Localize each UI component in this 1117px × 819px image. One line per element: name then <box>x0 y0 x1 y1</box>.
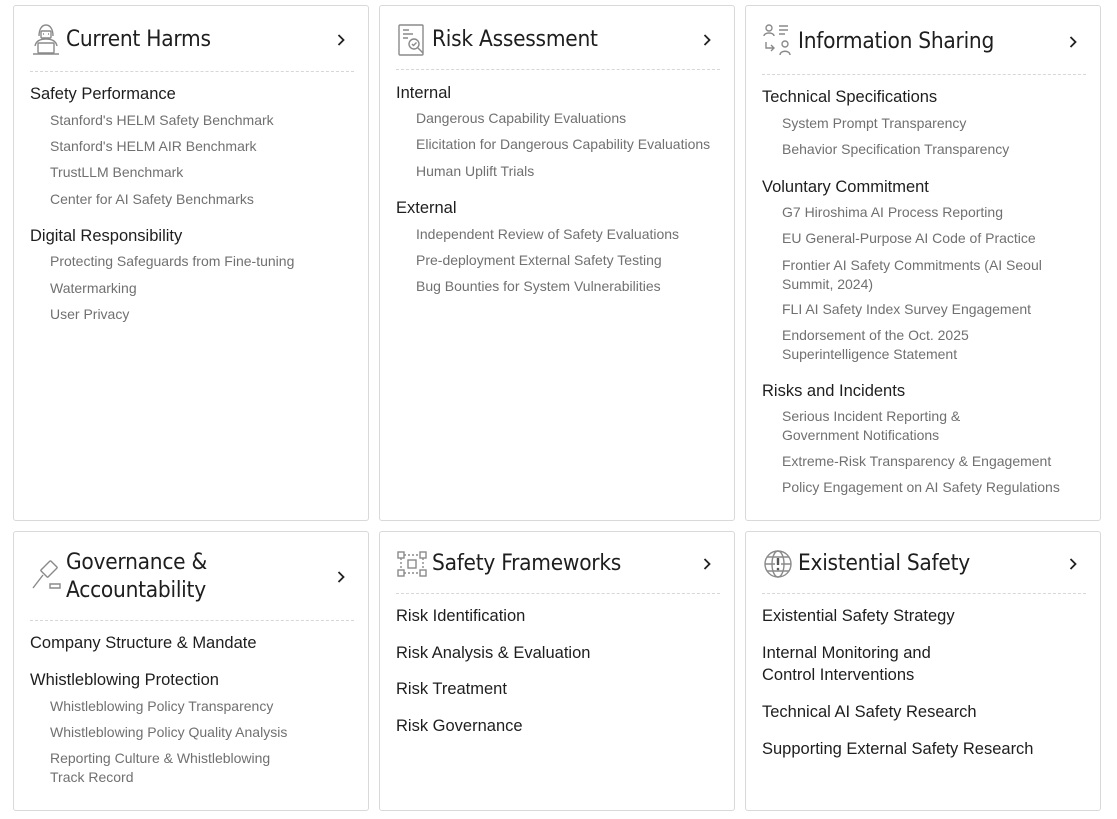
hacker-laptop-icon <box>30 22 62 58</box>
section-risk-governance[interactable]: Risk Governance <box>396 717 523 735</box>
globe-alert-icon <box>762 546 794 582</box>
list-item[interactable]: Stanford's HELM Safety Benchmark <box>50 112 274 128</box>
list-item[interactable]: Reporting Culture & Whistleblowing Track Record <box>50 750 271 785</box>
list-item[interactable]: System Prompt Transparency <box>782 115 967 131</box>
list-item[interactable]: TrustLLM Benchmark <box>50 164 184 180</box>
chevron-right-icon[interactable] <box>1066 35 1080 49</box>
card-header-divider <box>396 69 720 70</box>
card-safety-frameworks <box>379 531 735 811</box>
card-title: Information Sharing <box>798 29 995 54</box>
card-governance-accountability <box>13 531 369 811</box>
section-safety-performance[interactable]: Safety Performance <box>30 85 176 103</box>
list-item[interactable]: Pre-deployment External Safety Testing <box>416 252 662 268</box>
list-item[interactable]: Dangerous Capability Evaluations <box>416 110 627 126</box>
section-risk-identification[interactable]: Risk Identification <box>396 607 526 625</box>
card-header-divider <box>30 71 354 72</box>
list-item[interactable]: Behavior Specification Transparency <box>782 141 1010 157</box>
section-risks-and-incidents[interactable]: Risks and Incidents <box>762 382 906 400</box>
list-item[interactable]: Elicitation for Dangerous Capability Evaluations <box>416 136 711 152</box>
section-company-structure[interactable]: Company Structure & Mandate <box>30 634 257 652</box>
section-external[interactable]: External <box>396 199 457 217</box>
card-title-line1: Governance & <box>66 550 208 575</box>
section-risk-analysis[interactable]: Risk Analysis & Evaluation <box>396 644 591 662</box>
card-risk-assessment <box>379 5 735 521</box>
section-digital-responsibility[interactable]: Digital Responsibility <box>30 227 183 245</box>
section-internal-monitoring[interactable]: Internal Monitoring and Control Interventions <box>762 644 931 684</box>
section-technical-specifications[interactable]: Technical Specifications <box>762 88 938 106</box>
list-item[interactable]: Serious Incident Reporting & Government Notifications <box>782 408 961 443</box>
card-title: Existential Safety <box>798 551 970 576</box>
list-item[interactable]: Extreme-Risk Transparency & Engagement <box>782 453 1052 469</box>
list-item[interactable]: Independent Review of Safety Evaluations <box>416 226 680 242</box>
chevron-right-icon[interactable] <box>1066 557 1080 571</box>
list-item[interactable]: FLI AI Safety Index Survey Engagement <box>782 301 1032 317</box>
list-item[interactable]: Protecting Safeguards from Fine-tuning <box>50 253 295 269</box>
section-whistleblowing-protection[interactable]: Whistleblowing Protection <box>30 671 219 689</box>
framework-nodes-icon <box>396 546 428 582</box>
chevron-right-icon[interactable] <box>700 557 714 571</box>
chevron-right-icon[interactable] <box>334 33 348 47</box>
list-item[interactable]: Policy Engagement on AI Safety Regulations <box>782 479 1060 495</box>
list-item[interactable]: Stanford's HELM AIR Benchmark <box>50 138 257 154</box>
list-item[interactable]: Frontier AI Safety Commitments (AI Seoul Summit, 2024) <box>782 257 1042 292</box>
section-existential-safety-strategy[interactable]: Existential Safety Strategy <box>762 607 955 625</box>
card-current-harms <box>13 5 369 521</box>
card-existential-safety <box>745 531 1101 811</box>
list-item[interactable]: EU General-Purpose AI Code of Practice <box>782 230 1036 246</box>
section-voluntary-commitment[interactable]: Voluntary Commitment <box>762 178 929 196</box>
section-supporting-external-research[interactable]: Supporting External Safety Research <box>762 740 1034 758</box>
people-exchange-icon <box>762 22 794 58</box>
chevron-right-icon[interactable] <box>334 570 348 584</box>
card-title-line2: Accountability <box>66 578 206 603</box>
section-risk-treatment[interactable]: Risk Treatment <box>396 680 507 698</box>
card-title: Safety Frameworks <box>432 551 622 576</box>
list-item[interactable]: Human Uplift Trials <box>416 163 535 179</box>
card-title: Risk Assessment <box>432 27 598 52</box>
list-item[interactable]: User Privacy <box>50 306 130 322</box>
card-header-divider <box>762 593 1086 594</box>
chevron-right-icon[interactable] <box>700 33 714 47</box>
list-item[interactable]: Watermarking <box>50 280 137 296</box>
list-item[interactable]: Whistleblowing Policy Quality Analysis <box>50 724 288 740</box>
card-header-divider <box>396 593 720 594</box>
card-header-divider <box>30 620 354 621</box>
list-item[interactable]: G7 Hiroshima AI Process Reporting <box>782 204 1003 220</box>
gavel-icon <box>30 558 62 594</box>
list-item[interactable]: Bug Bounties for System Vulnerabilities <box>416 278 661 294</box>
list-item[interactable]: Endorsement of the Oct. 2025 Superintelligence Statement <box>782 327 969 362</box>
card-title: Current Harms <box>66 27 211 52</box>
card-information-sharing <box>745 5 1101 521</box>
card-header-divider <box>762 74 1086 75</box>
document-search-icon <box>396 22 428 58</box>
section-technical-ai-safety-research[interactable]: Technical AI Safety Research <box>762 703 977 721</box>
section-internal[interactable]: Internal <box>396 84 452 102</box>
list-item[interactable]: Whistleblowing Policy Transparency <box>50 698 274 714</box>
list-item[interactable]: Center for AI Safety Benchmarks <box>50 191 254 207</box>
